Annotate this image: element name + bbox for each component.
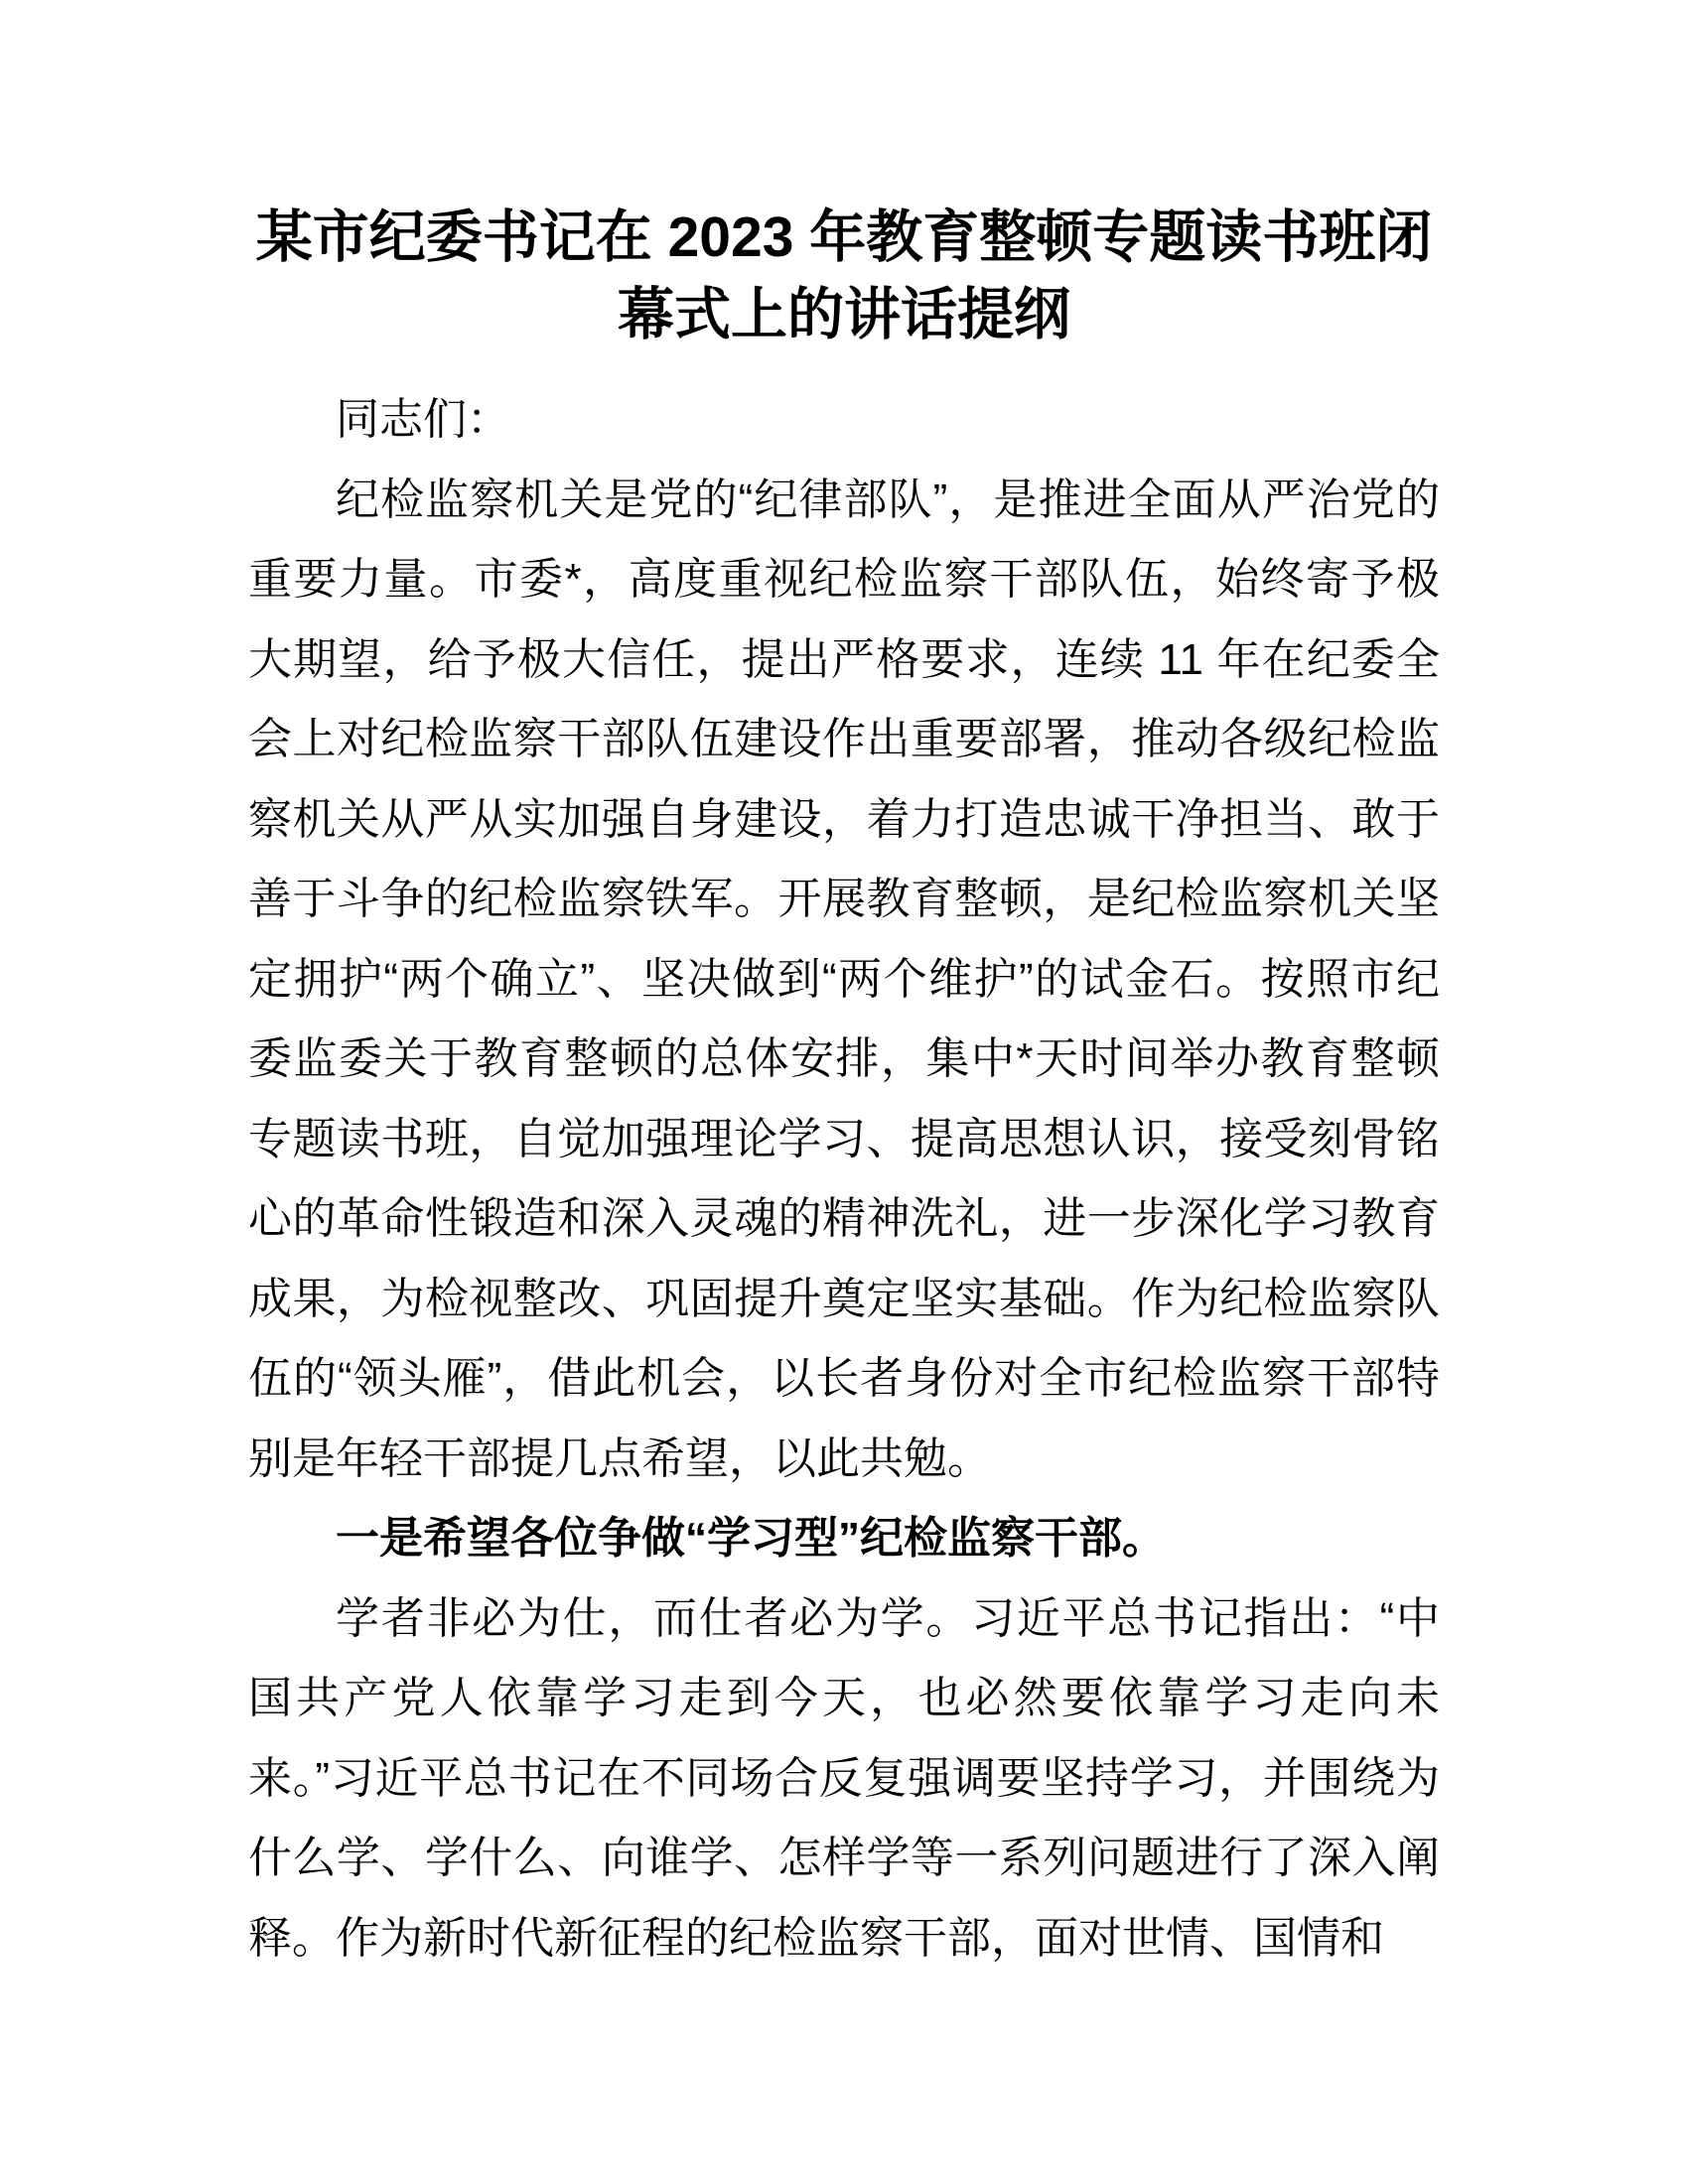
document-title: 某市纪委书记在 2023 年教育整顿专题读书班闭幕式上的讲话提纲 [255, 205, 1433, 346]
document-body [248, 380, 1440, 1979]
section-heading-paragraph: 一是希望各位争做“学习型”纪检监察干部。 [336, 1514, 1166, 1563]
learning-paragraph: 学者非必为仕，而仕者必为学。习近平总书记指出：“中国共产党人依靠学习走到今天，也必然要依靠学习走向未来。”习近平总书记在不同场合反复强调要坚持学习，并围绕为什么学、学什么、向谁学、怎样学等一系列问题进行了深入阐释。作为新时代新征程的纪检监察干部，面对世情、国情和 [248, 1593, 1440, 1963]
opening-paragraph: 纪检监察机关是党的“纪律部队”，是推进全面从严治党的重要力量。市委*，高度重视纪检监察干部队伍，始终寄予极大期望，给予极大信任，提出严格要求，连续 11 年在纪委全会上对纪检监察干部队伍建设作出重要部署，推动各级纪检监察机关从严从实加强自身建设，着力打造忠诚干净担当、敢于善于斗争的纪检监察铁军。开展教育整顿，是纪检监察机关坚定拥护“两个确立”、坚决做到“两个维护”的试金石。按照市纪委监委关于教育整顿的总体安排，集中*天时间举办教育整顿专题读书班，自觉加强理论学习、提高思想认识，接受刻骨铭心的革命性锻造和深入灵魂的精神洗礼，进一步深化学习教育成果，为检视整改、巩固提升奠定坚实基础。作为纪检监察队伍的“领头雁”，借此机会，以长者身份对全市纪检监察干部特别是年轻干部提几点希望，以此共勉。 [248, 475, 1440, 1483]
salutation-paragraph: 同志们： [336, 395, 510, 444]
